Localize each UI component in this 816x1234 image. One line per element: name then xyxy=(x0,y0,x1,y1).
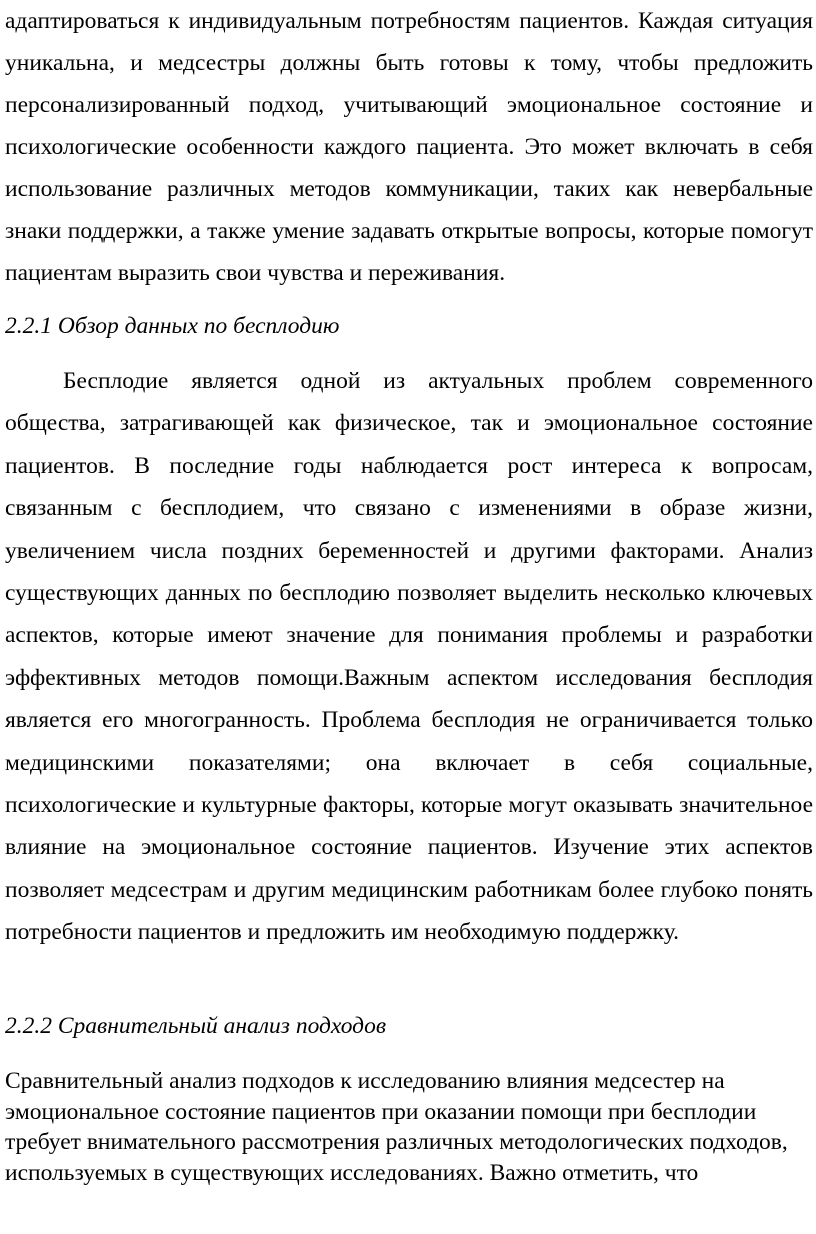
section-heading-2-2-1: 2.2.1 Обзор данных по бесплодию xyxy=(5,313,340,339)
section-heading-2-2-2: 2.2.2 Сравнительный анализ подходов xyxy=(5,1013,387,1039)
paragraph-continuation: адаптироваться к индивидуальным потребностям пациентов. Каждая ситуация уникальна, и медсестры должны быть готовы к тому, чтобы предложить персонализированный подход, учитывающий эмоциональное состояние и психологические особенности каждого пациента. Это может включать в себя использование различных методов коммуникации, таких как невербальные знаки поддержки, а также умение задавать открытые вопросы, которые помогут пациентам выразить свои чувства и переживания. xyxy=(5,8,813,286)
section-paragraph-2-2-2: Сравнительный анализ подходов к исследованию влияния медсестер на эмоциональное состояние пациентов при оказании помощи при бесплодии требует внимательного рассмотрения различных методологических подходов, используемых в существующих исследованиях. Важно отметить, что xyxy=(5,1068,788,1186)
section-paragraph-2-2-1: Бесплодие является одной из актуальных проблем современного общества, затрагивающей как физическое, так и эмоциональное состояние пациентов. В последние годы наблюдается рост интереса к вопросам, связанным с бесплодием, что связано с изменениями в образе жизни, увеличением числа поздних беременностей и другими факторами. Анализ существующих данных по бесплодию позволяет выделить несколько ключевых аспектов, которые имеют значение для понимания проблемы и разработки эффективных методов помощи.Важным аспектом исследования бесплодия является его многогранность. Проблема бесплодия не ограничивается только медицинскими показателями; она включает в себя социальные, психологические и культурные факторы, которые могут оказывать значительное влияние на эмоциональное состояние пациентов. Изучение этих аспектов позволяет медсестрам и другим медицинским работникам более глубоко понять потребности пациентов и предложить им необходимую поддержку. xyxy=(5,368,813,946)
